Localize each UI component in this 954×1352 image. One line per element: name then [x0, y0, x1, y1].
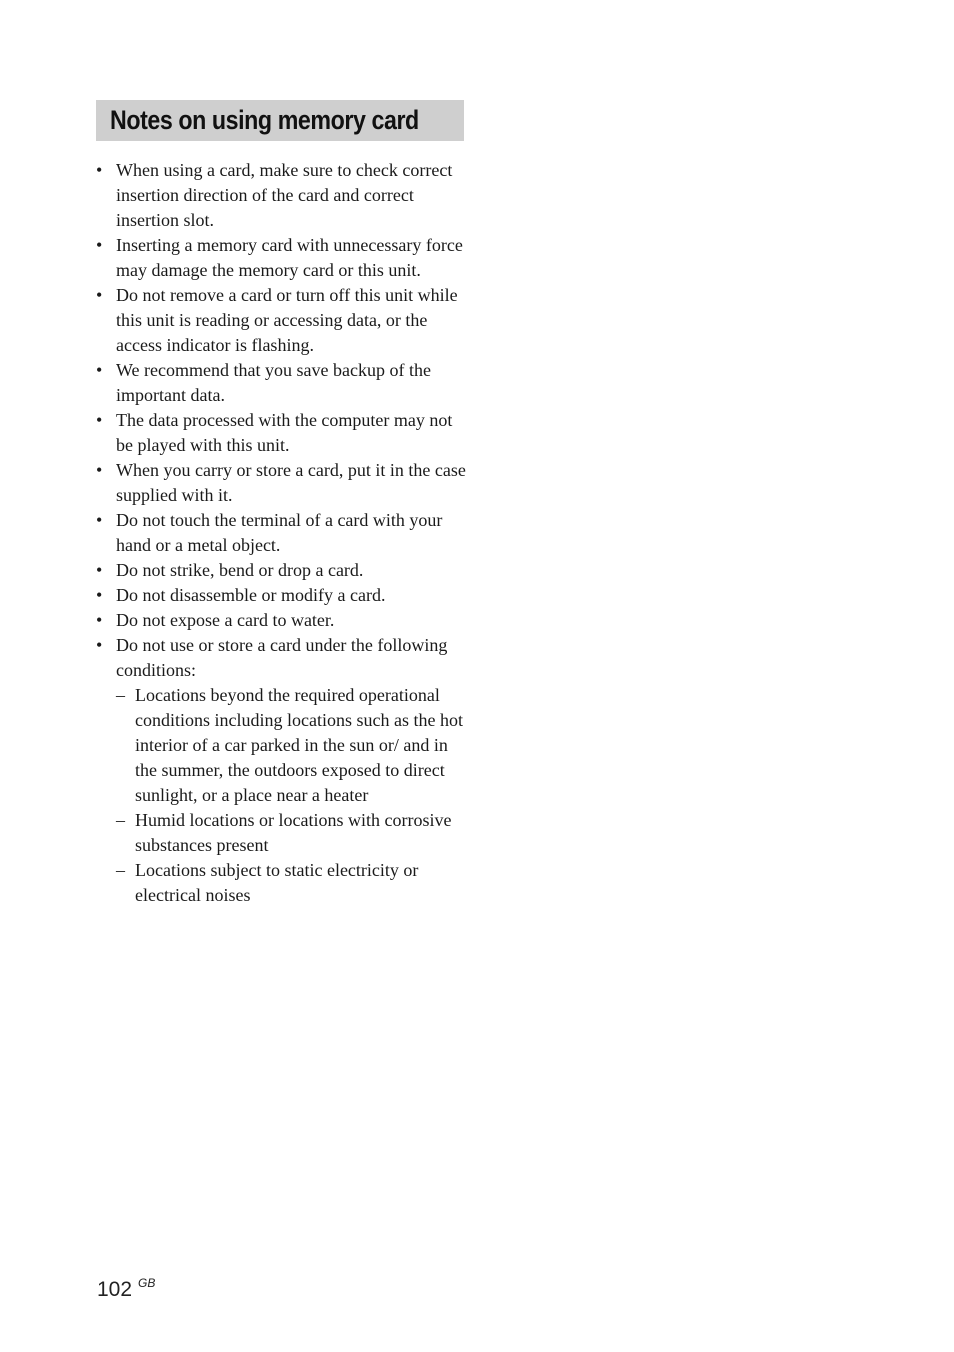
- conditions-list: [116, 683, 466, 908]
- bullet-icon: •: [96, 585, 103, 605]
- page-footer: [97, 1276, 155, 1302]
- condition-text: Humid locations or locations with corrosive substances present: [135, 810, 452, 855]
- note-text: Do not touch the terminal of a card with your hand or a metal object.: [116, 510, 443, 555]
- bullet-icon: •: [96, 610, 103, 630]
- list-item: [96, 583, 466, 608]
- note-text: Inserting a memory card with unnecessary force may damage the memory card or this unit.: [116, 235, 463, 280]
- list-item: [96, 233, 466, 283]
- section-title: Notes on using memory card: [110, 105, 419, 135]
- sub-list-item: [116, 858, 466, 908]
- bullet-icon: •: [96, 560, 103, 580]
- note-text: When using a card, make sure to check correct insertion direction of the card and correct insertion slot.: [116, 160, 453, 230]
- list-item: [96, 458, 466, 508]
- list-item: [96, 408, 466, 458]
- note-text: When you carry or store a card, put it in the case supplied with it.: [116, 460, 466, 505]
- note-text: Do not expose a card to water.: [116, 610, 335, 630]
- dash-icon: –: [116, 810, 125, 830]
- bullet-icon: •: [96, 160, 103, 180]
- page-number: 102: [97, 1278, 133, 1301]
- bullet-icon: •: [96, 635, 103, 655]
- notes-list: [96, 158, 466, 908]
- condition-text: Locations subject to static electricity or electrical noises: [135, 860, 419, 905]
- bullet-icon: •: [96, 360, 103, 380]
- bullet-icon: •: [96, 510, 103, 530]
- list-item: [96, 158, 466, 233]
- note-text: Do not disassemble or modify a card.: [116, 585, 386, 605]
- dash-icon: –: [116, 685, 125, 705]
- note-text: Do not remove a card or turn off this unit while this unit is reading or accessing data, or the access indicator is flashing.: [116, 285, 458, 355]
- list-item: [96, 558, 466, 583]
- list-item: [96, 283, 466, 358]
- note-text: Do not strike, bend or drop a card.: [116, 560, 364, 580]
- list-item: [96, 633, 466, 908]
- section-heading: [96, 100, 464, 141]
- condition-text: Locations beyond the required operational conditions including locations such as the hot interior of a car parked in the sun or/ and in the summer, the outdoors exposed to direct sunlight, or a place near a heater: [135, 685, 463, 805]
- sub-list-item: [116, 683, 466, 808]
- list-item: [96, 358, 466, 408]
- dash-icon: –: [116, 860, 125, 880]
- note-text: We recommend that you save backup of the important data.: [116, 360, 431, 405]
- region-code: GB: [138, 1276, 156, 1290]
- list-item: [96, 508, 466, 558]
- bullet-icon: •: [96, 460, 103, 480]
- bullet-icon: •: [96, 410, 103, 430]
- note-text: The data processed with the computer may not be played with this unit.: [116, 410, 453, 455]
- note-text: Do not use or store a card under the following conditions:: [116, 635, 448, 680]
- bullet-icon: •: [96, 235, 103, 255]
- sub-list-item: [116, 808, 466, 858]
- list-item: [96, 608, 466, 633]
- bullet-icon: •: [96, 285, 103, 305]
